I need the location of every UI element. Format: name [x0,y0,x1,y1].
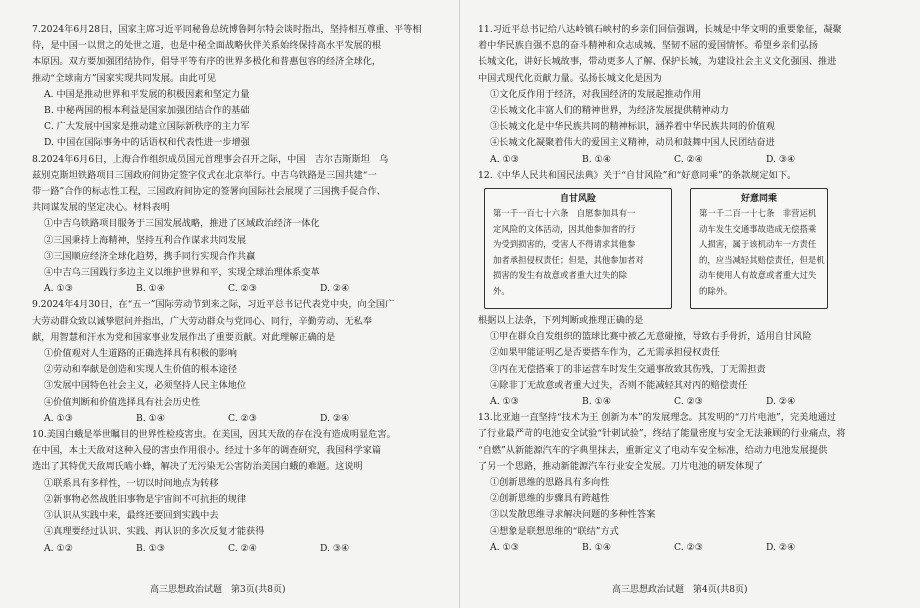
right-page [460,0,920,608]
statement: ①甲在群众自发组织的篮球比赛中被乙无意碰撞，导致右手骨折，适用自甘风险 [490,331,812,343]
choice-a: A. ①② [44,542,73,554]
question-text: 了另一个思路，推动新能源汽车行业安全发展。刀片电池的研发体现了 [478,460,763,472]
question-text: 根据以上法条，下列判断或推理正确的是 [478,315,644,327]
statement: ①创新思维的思路具有多向性 [490,477,610,489]
question-text: 待，是中国一以贯之的处世之道，也是中秘全面战略伙伴关系始终保持高水平发展的根 [32,40,382,52]
question-11 [478,22,898,168]
question-text: 9.2024年4月30日，在“五一”国际劳动节到来之际，习近平总书记代表党中央，向全国广 [32,299,395,311]
choice-d: D. ③④ [320,542,350,554]
statement: ④中吉乌三国践行多边主义以维护世界和平，实现全球治理体系变革 [44,267,320,279]
choice-a: A. ①③ [44,412,73,424]
choice-c: C. ②③ [674,541,704,553]
question-text: 共同谋发展的坚定决心。材料表明 [32,202,170,214]
answer-choices [32,411,432,427]
question-text: “自燃”从新能源汽车的字典里抹去，重新定义了电动车安全标准，给动力电池发展提供 [478,444,828,456]
question-text: 推动“全球南方”国家实现共同发展。由此可见 [32,72,216,84]
statement: ②劳动和奉献是创造和实现人生价值的根本途径 [44,364,237,376]
statement: ③长城文化是中华民族共同的精神标识，涵养着中华民族共同的价值观 [490,121,775,133]
box-text: 外。 [493,285,510,296]
question-text: 11.习近平总书记给八达岭镇石峡村的乡亲们回信强调，长城是中华文明的重要象征，凝聚 [478,24,842,35]
box-text: 的除外。 [699,285,733,296]
question-text: 13.比亚迪一直坚持“技术为王 创新为本”的发展理念。其发明的“刀片电池”，完美地通过 [478,412,836,424]
choice-a: A. ①③ [490,541,519,553]
choice-d: D. ②④ [766,396,796,408]
statement: ④长城文化凝聚着伟大的爱国主义精神，动员和鼓舞中国人民团结奋进 [490,137,775,149]
question-text: 长城文化，讲好长城故事，带动更多人了解、保护长城，为建设社会主义文化强国、推进 [478,56,837,68]
question-12 [478,168,898,410]
choice-c: C. ②③ [228,412,258,424]
choice-c: C. ②④ [228,542,258,554]
choice-d: D. ③④ [766,153,796,165]
box-text: 加者承担侵权责任；但是，其他参加者对 [493,254,644,265]
question-text: 在中国，本土天敌对这种入侵的害虫作用很小。经过十多年的调查研究，我国科学家篇 [32,445,382,457]
statement: ②如果甲能证明乙是否要搭车作为，乙无需承担侵权责任 [490,347,720,359]
choice-b: B. ①④ [582,541,612,553]
choice-c: C. ②④ [674,153,704,165]
answer-choices [478,394,898,410]
box-text: 损害的发生有故意或者重大过失的除 [493,270,627,281]
statement: ③丙在无偿搭乘丁的非运营车时发生交通事故致其伤残，丁无需担责 [490,363,766,375]
choice-d: D. ②④ [320,283,350,295]
choice-b: B. ①③ [136,542,166,554]
box-text: 第一千二百一十七条 非营运机 [699,208,817,219]
question-10 [32,427,432,557]
choice-d: D. ②④ [766,541,796,553]
option: B. 中秘两国的根本利益是国家加强团结合作的基础 [44,105,250,117]
choice-c: C. ②③ [228,283,258,295]
choice-d: D. ②④ [320,412,350,424]
statement: ②三国秉持上海精神，坚持互利合作谋求共同发展 [44,234,247,246]
choice-a: A. ①③ [490,396,519,408]
choice-a: A. ①③ [44,283,73,295]
question-text: 12.《中华人民共和国民法典》关于“自甘风险”和“好意同乘”的条款规定如下。 [478,169,797,181]
box-text: 动车使用人有故意或者重大过失 [699,270,817,281]
statement: ②新事物必然战胜旧事物是宇宙间不可抗拒的规律 [44,493,247,505]
box-text: 第一千一百七十六条 自愿参加具有一 [493,208,636,219]
question-text: 中国式现代化贡献力量。弘扬长城文化是因为 [478,72,662,84]
statement: ③以发散思维寻求解决问题的多种性答案 [490,509,656,521]
choice-b: B. ①④ [582,396,612,408]
box-text: 的，应当减轻其赔偿责任，但是机 [699,254,825,265]
statement: ①中吉乌铁路项目服务于三国发展战略，推进了区域政治经济一体化 [44,218,320,230]
question-text: 着中华民族自强不息的奋斗精神和众志成城、坚韧不屈的爱国情怀。希望乡亲们弘扬 [478,40,818,52]
option: D. 中国在国际事务中的话语权和代表性进一步增强 [44,137,250,149]
box-title: 自甘风险 [559,194,596,205]
choice-b: B. ①④ [136,412,166,424]
question-text: 了行业最严苛的电池安全试验“针刺试验”，终结了能量密度与安全无法兼顾的行业痛点，将 [478,428,846,440]
statement: ①联系具有多样性，一切以时间地点为转移 [44,477,219,489]
choice-c: C. ②③ [674,396,704,408]
statement: ④真理要经过认识、实践、再认识的多次反复才能获得 [44,526,265,538]
box-text: 为受到损害的，受害人不得请求其他参 [493,239,636,250]
statement: ④除非丁无故意或者重大过失，否则不能减轻其对丙的赔偿责任 [490,379,748,391]
question-text: 7.2024年6月28日，国家主席习近平同秘鲁总统博鲁阿尔特会谈时指出，坚持相互尊重、平等相 [32,24,422,35]
question-7 [32,22,432,152]
question-text: 大劳动群众致以诚挚慰问并指出，广大劳动群众与党同心、同行，辛勤劳动、无私奉 [32,315,372,327]
law-boxes [478,188,898,309]
right-column [478,22,898,556]
answer-choices [478,540,898,556]
answer-choices [478,152,898,168]
question-9 [32,297,432,427]
answer-choices [32,281,432,297]
statement: ④价值判断和价值选择具有社会历史性 [44,396,201,408]
box-text: 人损害，属于该机动车一方责任 [699,239,817,250]
question-text: 8.2024年6月6日，上海合作组织成员国元首理事会召开之际，中国 吉尔吉斯斯坦 乌 [32,153,389,165]
answer-choices [32,541,432,557]
option: C. 广大发展中国家是推动建立国际新秩序的主力军 [44,121,250,133]
statement: ③认识从实践中来，最终还要回到实践中去 [44,510,219,522]
statement: ②长城文化丰富人们的精神世界，为经济发展提供精神动力 [490,105,729,117]
question-text: 献，用智慧和汗水为党和国家事业发展作出了重要贡献。对此理解正确的是 [32,331,336,343]
choice-a: A. ①③ [490,153,519,165]
question-text: 选出了其特优天敌周氏啮小蜂，解决了无污染无公害防治美国白蛾的难题。这说明 [32,461,363,473]
statement: ③发展中国特色社会主义，必须坚持人民主体地位 [44,380,247,392]
statement: ③三国顺应经济全球化趋势，携手同行实现合作共赢 [44,250,256,262]
question-text: 10.美国白蛾是举世瞩目的世界性检疫害虫。在美国，因其天敌的存在没有造成明显危害。 [32,429,396,441]
choice-b: B. ①④ [136,283,166,295]
statement: ①文化反作用于经济，对我国经济的发展起推动作用 [490,88,702,100]
page-footer: 高三思想政治试题 第3页(共8页) [150,585,286,595]
page-footer: 高三思想政治试题 第4页(共8页) [612,585,748,595]
law-box-goodwill-ride [690,188,828,309]
box-title: 好意同乘 [740,194,777,205]
left-column [32,22,432,557]
law-box-voluntary-risk [484,188,672,309]
question-text: 兹别克斯坦铁路项目三国政府间协定签字仪式在北京举行。中吉乌铁路是三国共建“一 [32,169,377,181]
statement: ①价值观对人生道路的正确选择具有积极的影响 [44,348,237,360]
box-text: 动车发生交通事故造成无偿搭乘 [699,223,817,234]
statement: ②创新思维的步骤具有跨越性 [490,493,610,505]
question-8 [32,152,432,298]
question-text: 带一路”合作的标志性工程，三国政府间协定的签署向国际社会展现了三国携手促合作、 [32,186,386,198]
choice-b: B. ①④ [582,153,612,165]
question-13 [478,410,898,556]
question-text: 本原因。双方要加强团结协作，倡导平等有序的世界多极化和普惠包容的经济全球化， [32,56,382,68]
box-text: 定风险的文体活动，因其他参加者的行 [493,223,636,234]
statement: ④想象是联想思维的“联结”方式 [490,525,619,537]
option: A. 中国是推动世界和平发展的积极因素和坚定力量 [44,88,250,100]
